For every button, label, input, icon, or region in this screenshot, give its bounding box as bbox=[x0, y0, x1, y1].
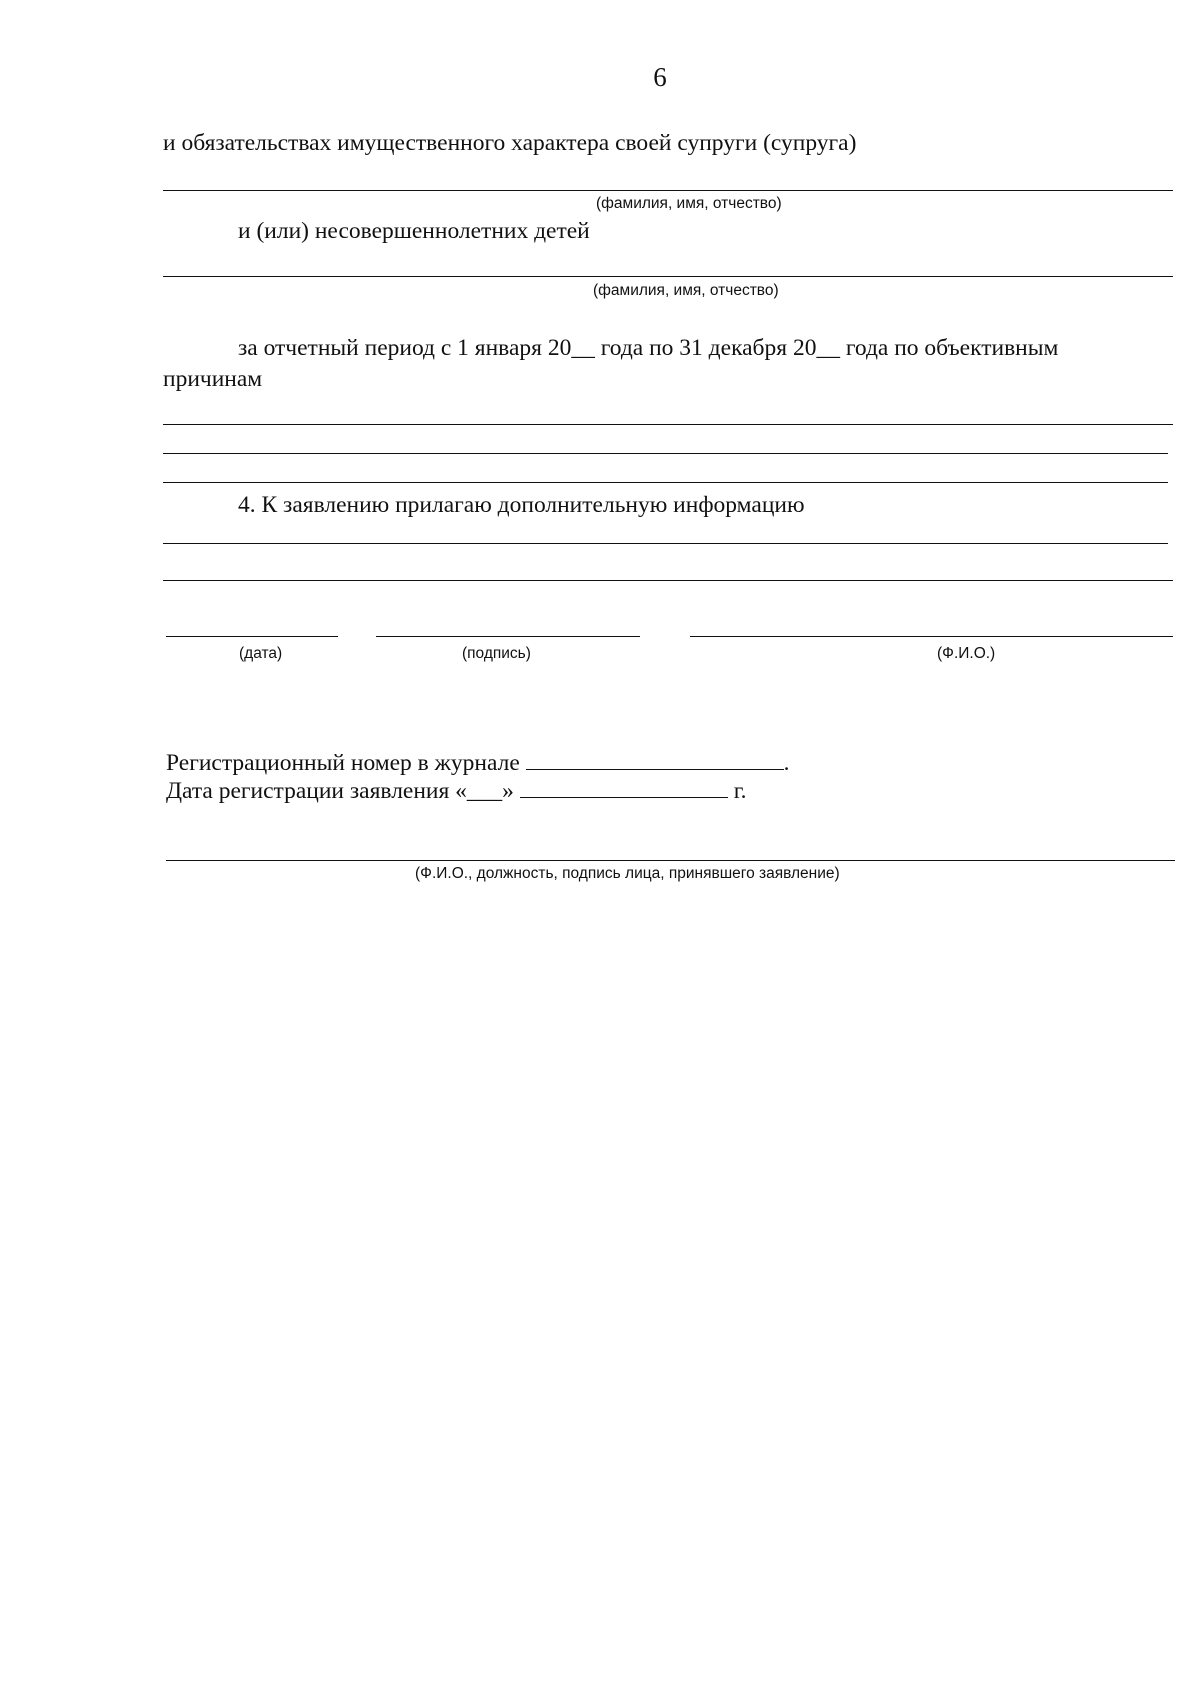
caption-signature: (подпись) bbox=[462, 645, 531, 662]
caption-accepted-by: (Ф.И.О., должность, подпись лица, принявшего заявление) bbox=[415, 865, 840, 882]
registration-date-blank bbox=[520, 779, 728, 798]
spouse-name-blank bbox=[163, 190, 1173, 191]
children-name-blank bbox=[163, 276, 1173, 277]
registration-journal-line bbox=[166, 750, 790, 777]
children-line: и (или) несовершеннолетних детей bbox=[238, 218, 590, 244]
reasons-blank-2 bbox=[163, 453, 1168, 454]
caption-fio: (Ф.И.О.) bbox=[937, 645, 996, 662]
accepted-by-blank bbox=[166, 860, 1175, 861]
reasons-blank-3 bbox=[163, 482, 1168, 483]
reasons-blank-1 bbox=[163, 424, 1173, 425]
date-blank bbox=[166, 636, 338, 637]
caption-date: (дата) bbox=[239, 645, 283, 662]
registration-date-label: Дата регистрации заявления «___» bbox=[166, 778, 514, 804]
caption-fio-spouse: (фамилия, имя, отчество) bbox=[596, 195, 782, 212]
reasons-line: причинам bbox=[163, 366, 263, 392]
signature-blank bbox=[376, 636, 640, 637]
registration-journal-label: Регистрационный номер в журнале bbox=[166, 750, 520, 776]
item-4-line: 4. К заявлению прилагаю дополнительную информацию bbox=[238, 492, 805, 518]
info-blank-1 bbox=[163, 543, 1168, 544]
fio-blank bbox=[690, 636, 1173, 637]
info-blank-2 bbox=[163, 580, 1173, 581]
caption-fio-children: (фамилия, имя, отчество) bbox=[593, 282, 779, 299]
registration-journal-end: . bbox=[783, 750, 790, 776]
registration-number-blank bbox=[526, 751, 784, 770]
registration-date-end: г. bbox=[733, 778, 747, 804]
spouse-line: и обязательствах имущественного характера своей супруги (супруга) bbox=[163, 130, 857, 156]
period-line: за отчетный период с 1 января 20__ года по 31 декабря 20__ года по объективным bbox=[238, 335, 1059, 361]
page-number: 6 bbox=[653, 62, 667, 92]
registration-date-line bbox=[166, 778, 747, 805]
